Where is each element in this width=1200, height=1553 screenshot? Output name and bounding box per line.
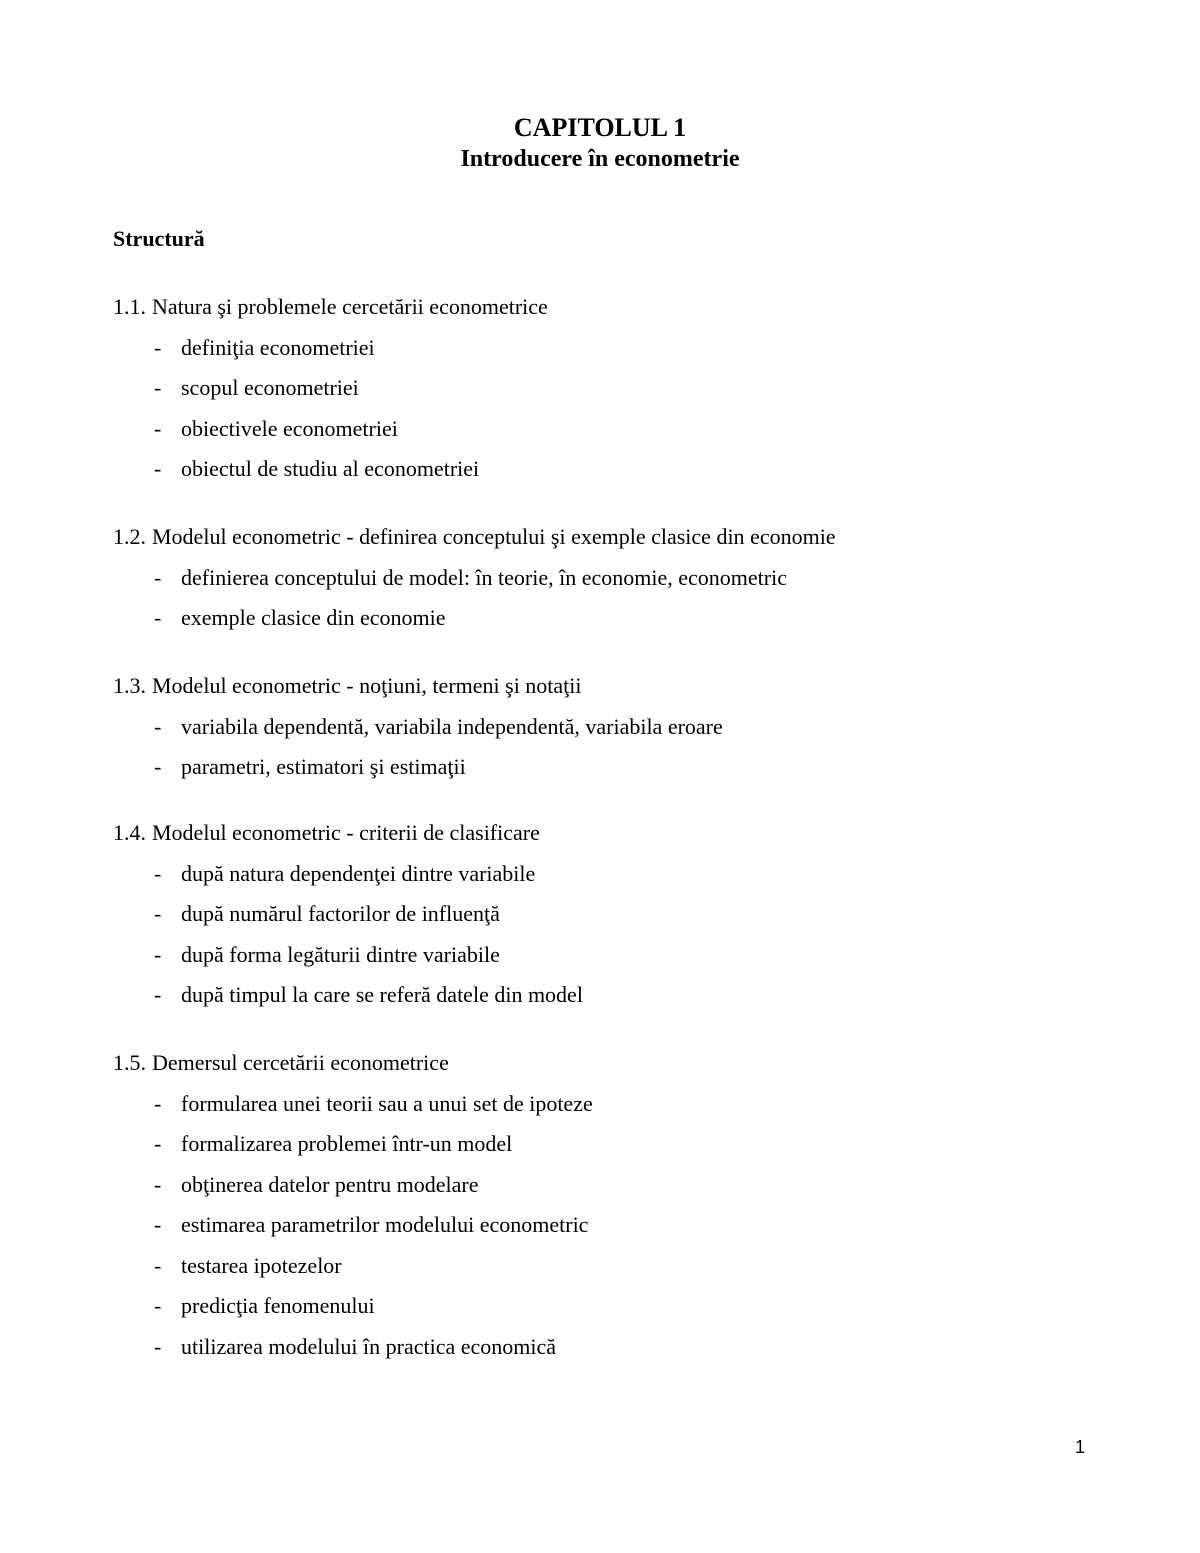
list-item-text: după forma legăturii dintre variabile (181, 941, 500, 967)
section-number: 1.4. (113, 820, 146, 845)
title-block (0, 112, 1200, 174)
list-item (113, 859, 1113, 889)
bullet-list (113, 712, 1113, 783)
bullet-dash: - (154, 334, 162, 360)
bullet-dash: - (154, 1171, 162, 1197)
bullet-dash: - (154, 901, 162, 926)
list-item (113, 414, 1113, 444)
list-item (113, 1089, 1113, 1119)
list-item (113, 1251, 1113, 1281)
section-title: Modelul econometric - definirea conceptului şi exemple clasice din economie (152, 524, 836, 549)
list-item-text: după natura dependenţei dintre variabile (181, 860, 536, 886)
chapter-subtitle: Introducere în econometrie (460, 146, 740, 172)
chapter-title: CAPITOLUL 1 (513, 113, 687, 142)
section-heading (113, 292, 1113, 322)
list-item-text: definiţia econometriei (181, 334, 375, 360)
list-item (113, 454, 1113, 484)
list-item (113, 1210, 1113, 1240)
list-item-text: obiectivele econometriei (181, 415, 398, 441)
bullet-dash: - (154, 605, 162, 630)
bullet-dash: - (154, 860, 162, 886)
list-item-text: utilizarea modelului în practica economică (181, 1333, 557, 1359)
list-item-text: obiectul de studiu al econometriei (181, 456, 480, 481)
bullet-dash: - (154, 564, 162, 590)
bullet-list (113, 333, 1113, 485)
bullet-dash: - (154, 1212, 162, 1237)
section-heading (113, 818, 1113, 848)
section-title: Natura şi problemele cercetării econometrice (152, 294, 548, 319)
bullet-dash: - (154, 415, 162, 441)
list-item-text: exemple clasice din economie (181, 605, 446, 630)
list-item (113, 752, 1113, 782)
section-title: Modelul econometric - criterii de clasificare (152, 820, 540, 845)
section-heading (113, 522, 1113, 552)
list-item-text: formalizarea problemei într-un model (181, 1131, 513, 1156)
list-item-text: testarea ipotezelor (181, 1252, 342, 1278)
list-item (113, 980, 1113, 1010)
section-heading (113, 671, 1113, 701)
section-1-3 (113, 671, 1113, 782)
list-item-text: parametri, estimatori şi estimaţii (181, 754, 466, 779)
bullet-dash: - (154, 713, 162, 739)
bullet-dash: - (154, 982, 162, 1007)
bullet-dash: - (154, 1252, 162, 1278)
list-item-text: după numărul factorilor de influenţă (181, 901, 500, 926)
list-item (113, 1170, 1113, 1200)
list-item-text: variabila dependentă, variabila independentă, variabila eroare (181, 713, 723, 739)
list-item (113, 563, 1113, 593)
list-item (113, 1332, 1113, 1362)
list-item-text: estimarea parametrilor modelului econometric (181, 1212, 589, 1237)
section-1-1 (113, 292, 1113, 484)
section-number: 1.2. (113, 524, 146, 549)
list-item-text: formularea unei teorii sau a unui set de ipoteze (181, 1090, 593, 1116)
list-item-text: definierea conceptului de model: în teorie, în economie, econometric (181, 564, 787, 590)
bullet-dash: - (154, 456, 162, 481)
list-item-text: după timpul la care se referă datele din model (181, 982, 583, 1007)
bullet-list (113, 859, 1113, 1011)
bullet-dash: - (154, 941, 162, 967)
section-number: 1.3. (113, 673, 146, 698)
list-item-text: scopul econometriei (181, 375, 359, 400)
bullet-list (113, 563, 1113, 634)
list-item (113, 1129, 1113, 1159)
list-item (113, 603, 1113, 633)
section-title: Demersul cercetării econometrice (152, 1050, 449, 1075)
list-item (113, 712, 1113, 742)
section-1-2 (113, 522, 1113, 633)
structure-heading: Structură (113, 226, 205, 251)
section-1-5 (113, 1048, 1113, 1362)
list-item-text: predicţia fenomenului (181, 1293, 375, 1318)
section-1-4 (113, 818, 1113, 1010)
section-title: Modelul econometric - noţiuni, termeni şi notaţii (152, 673, 582, 698)
bullet-dash: - (154, 754, 162, 779)
bullet-dash: - (154, 375, 162, 400)
bullet-dash: - (154, 1293, 162, 1318)
section-number: 1.1. (113, 294, 146, 319)
bullet-dash: - (154, 1090, 162, 1116)
list-item (113, 940, 1113, 970)
bullet-list (113, 1089, 1113, 1362)
list-item (113, 899, 1113, 929)
bullet-dash: - (154, 1131, 162, 1156)
section-heading (113, 1048, 1113, 1078)
section-number: 1.5. (113, 1050, 146, 1075)
list-item (113, 373, 1113, 403)
bullet-dash: - (154, 1333, 162, 1359)
page-number: 1 (1075, 1437, 1086, 1457)
list-item (113, 1291, 1113, 1321)
list-item (113, 333, 1113, 363)
list-item-text: obţinerea datelor pentru modelare (181, 1171, 479, 1197)
